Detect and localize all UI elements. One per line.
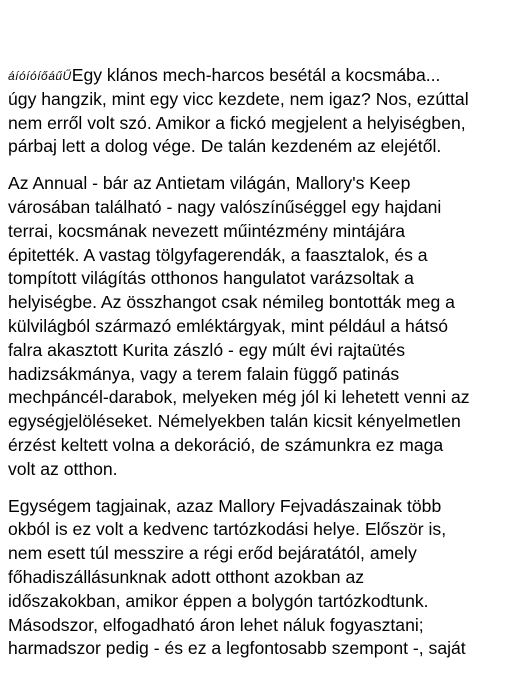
text-line: érzést keltett volna a dekoráció, de számunkra ez maga bbox=[8, 434, 444, 455]
text-line: nem esett túl messzire a régi erőd bejáratától, amely bbox=[8, 543, 417, 564]
text-line: okból is ez volt a kedvenc tartózkodási helye. Először is, bbox=[8, 519, 447, 540]
text-line bbox=[8, 64, 520, 88]
text-line: helyiségbe. Az összhangot csak némileg bontották meg a bbox=[8, 292, 455, 313]
paragraph-2 bbox=[8, 172, 520, 481]
text-line: úgy hangzik, mint egy vicc kezdete, nem igaz? Nos, ezúttal bbox=[8, 88, 469, 109]
text-line: egységjelöléseket. Némelyekben talán kicsit kényelmetlen bbox=[8, 411, 461, 432]
text-line: városában található - nagy valószínűséggel egy hajdani bbox=[8, 196, 442, 217]
text-line: párbaj lett a dolog vége. De talán kezdeném az elejétől. bbox=[8, 136, 442, 157]
text-line: terrai, kocsmának nevezett műintézmény mintájára bbox=[8, 220, 406, 241]
text-line: Az Annual - bár az Antietam világán, Mallory's Keep bbox=[8, 173, 411, 194]
text-line: mechpáncél-darabok, melyeken még jól ki lehetett venni az bbox=[8, 387, 470, 408]
text-line: főhadiszállásunknak adott otthont azokban az bbox=[8, 566, 365, 587]
paragraph-1 bbox=[8, 64, 520, 159]
text-line: Másodszor, elfogadható áron lehet náluk fogyasztani; bbox=[8, 614, 424, 635]
text-line: volt az otthon. bbox=[8, 458, 118, 479]
text-line: épitették. A vastag tölgyfagerendák, a faasztalok, és a bbox=[8, 244, 428, 265]
document-page bbox=[8, 64, 520, 674]
text-line: hadizsákmánya, vagy a terem falain függő patinás bbox=[8, 363, 400, 384]
text-line: időszakokban, amikor éppen a bolygón tartózkodtunk. bbox=[8, 590, 429, 611]
text-line: külvilágból származó emléktárgyak, mint például a hátsó bbox=[8, 315, 449, 336]
text-line: nem erről volt szó. Amikor a fickó megjelent a helyiségben, bbox=[8, 112, 466, 133]
text-line: tompított világítás otthonos hangulatot varázsoltak a bbox=[8, 268, 414, 289]
garbled-prefix: áíóíóíőáűŰ bbox=[8, 69, 72, 83]
text-line: harmadszor pedig - és ez a legfontosabb szempont -, saját bbox=[8, 638, 466, 659]
text-line: Egységem tagjainak, azaz Mallory Fejvadászainak több bbox=[8, 495, 442, 516]
text-line: falra akasztott Kurita zászló - egy múlt évi rajtaütés bbox=[8, 339, 406, 360]
paragraph-3 bbox=[8, 495, 520, 662]
line-text: Egy klános mech-harcos besétál a kocsmába... bbox=[71, 65, 441, 85]
